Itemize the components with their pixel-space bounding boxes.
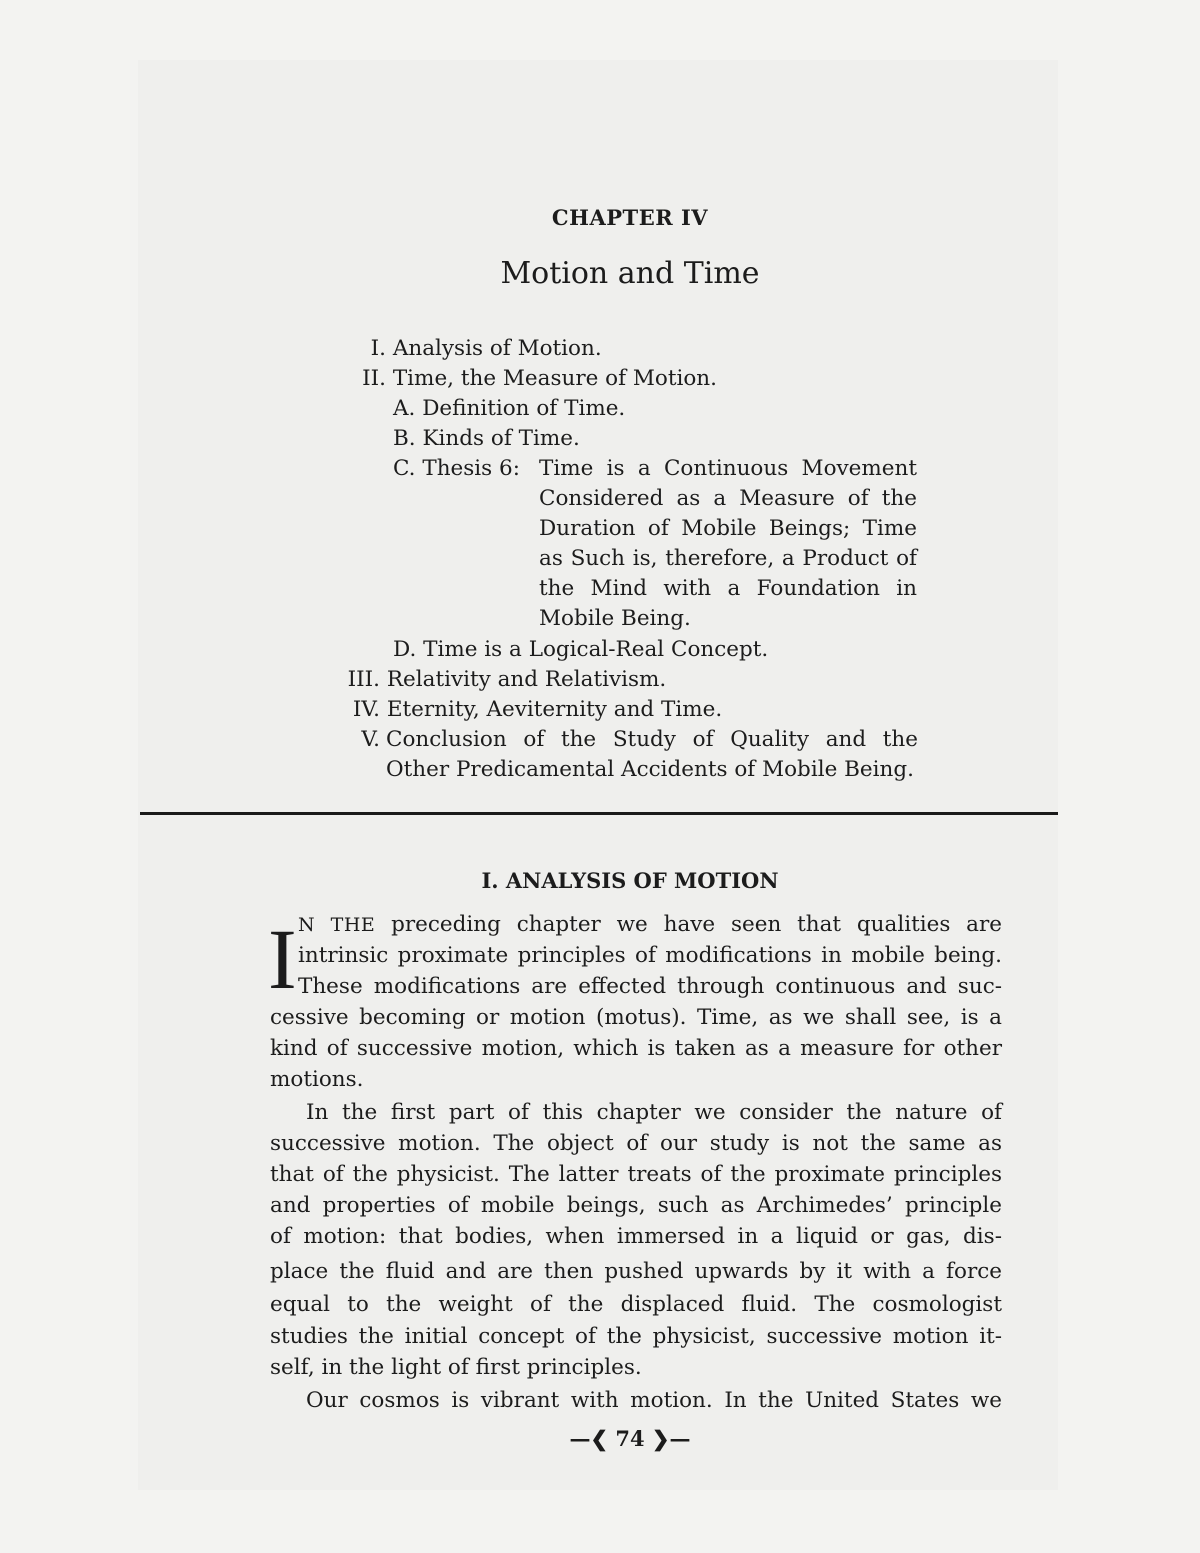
outline-item-c-label: C. Thesis 6:	[393, 456, 520, 481]
outline-text-ii: Time, the Measure of Motion.	[392, 366, 717, 391]
outline-c-line: Mobile Being.	[539, 606, 691, 631]
outline-v-line: Conclusion of the Study of Quality and the	[386, 727, 918, 752]
paragraph-line: In the first part of this chapter we consider the nature of	[306, 1100, 1002, 1125]
outline-c-line: as Such is, therefore, a Product of	[539, 546, 917, 571]
paragraph-line: motions.	[270, 1067, 364, 1092]
outline-item-a: A. Definition of Time.	[393, 396, 626, 421]
page-number-text: 74	[615, 1426, 645, 1451]
paragraph-line: that of the physicist. The latter treats of the proximate principles	[270, 1162, 1002, 1187]
outline-c-line: Considered as a Measure of the	[539, 486, 917, 511]
chapter-title: Motion and Time	[500, 256, 760, 291]
outline-c-line: Duration of Mobile Beings; Time	[539, 516, 917, 541]
outline-c-line: the Mind with a Foundation in	[539, 576, 917, 601]
paragraph-line: and properties of mobile beings, such as Archimedes’ principle	[270, 1193, 1002, 1218]
paragraph-line: intrinsic proximate principles of modifications in mobile being.	[298, 943, 1002, 968]
paragraph-line: successive motion. The object of our study is not the same as	[270, 1131, 1002, 1156]
outline-item-iv	[330, 697, 722, 722]
section-heading: I. ANALYSIS OF MOTION	[481, 868, 779, 893]
outline-text-iv: Eternity, Aeviternity and Time.	[386, 697, 723, 722]
outline-item-v	[330, 727, 380, 752]
outline-num-iii: III.	[347, 667, 380, 692]
outline-text-i: Analysis of Motion.	[392, 336, 602, 361]
paragraph-line	[298, 912, 1002, 937]
outline-item-b: B. Kinds of Time.	[393, 426, 580, 451]
outline-item-d: D. Time is a Logical-Real Concept.	[393, 637, 769, 662]
outline-num-v: V.	[361, 727, 380, 752]
horizontal-divider	[140, 812, 1058, 815]
paragraph-line: cessive becoming or motion (motus). Time, as we shall see, is a	[270, 1005, 1002, 1030]
page-number	[30, 1426, 1200, 1451]
outline-num-ii: II.	[362, 366, 386, 391]
outline-item-i	[330, 336, 602, 361]
paragraph-line-text: preceding chapter we have seen that qualities are	[391, 912, 1002, 937]
paragraph-line: equal to the weight of the displaced fluid. The cosmologist	[270, 1292, 1002, 1317]
paragraph-line: studies the initial concept of the physicist, successive motion it-	[270, 1324, 1002, 1349]
outline-v-line: Other Predicamental Accidents of Mobile Being.	[386, 757, 914, 782]
ornament-right: ❯—	[644, 1426, 691, 1451]
outline-c-line: Time is a Continuous Movement	[539, 456, 917, 481]
smallcaps-lead: N THE	[298, 914, 376, 936]
outline-item-ii	[330, 366, 717, 391]
outline-item-iii	[330, 667, 666, 692]
paragraph-line: place the fluid and are then pushed upwards by it with a force	[270, 1259, 1002, 1284]
paragraph-line: self, in the light of first principles.	[270, 1355, 642, 1380]
ornament-left: —❮	[569, 1426, 616, 1451]
outline-num-iv: IV.	[352, 697, 380, 722]
outline-num-i: I.	[370, 336, 386, 361]
paragraph-line: Our cosmos is vibrant with motion. In the United States we	[306, 1388, 1002, 1413]
paragraph-line: of motion: that bodies, when immersed in a liquid or gas, dis-	[270, 1224, 1002, 1249]
paragraph-line: kind of successive motion, which is taken as a measure for other	[270, 1036, 1002, 1061]
drop-cap: I	[268, 911, 297, 1007]
paragraph-line: These modifications are effected through continuous and suc-	[298, 974, 1002, 999]
outline-text-iii: Relativity and Relativism.	[386, 667, 667, 692]
chapter-label: CHAPTER IV	[551, 205, 709, 230]
